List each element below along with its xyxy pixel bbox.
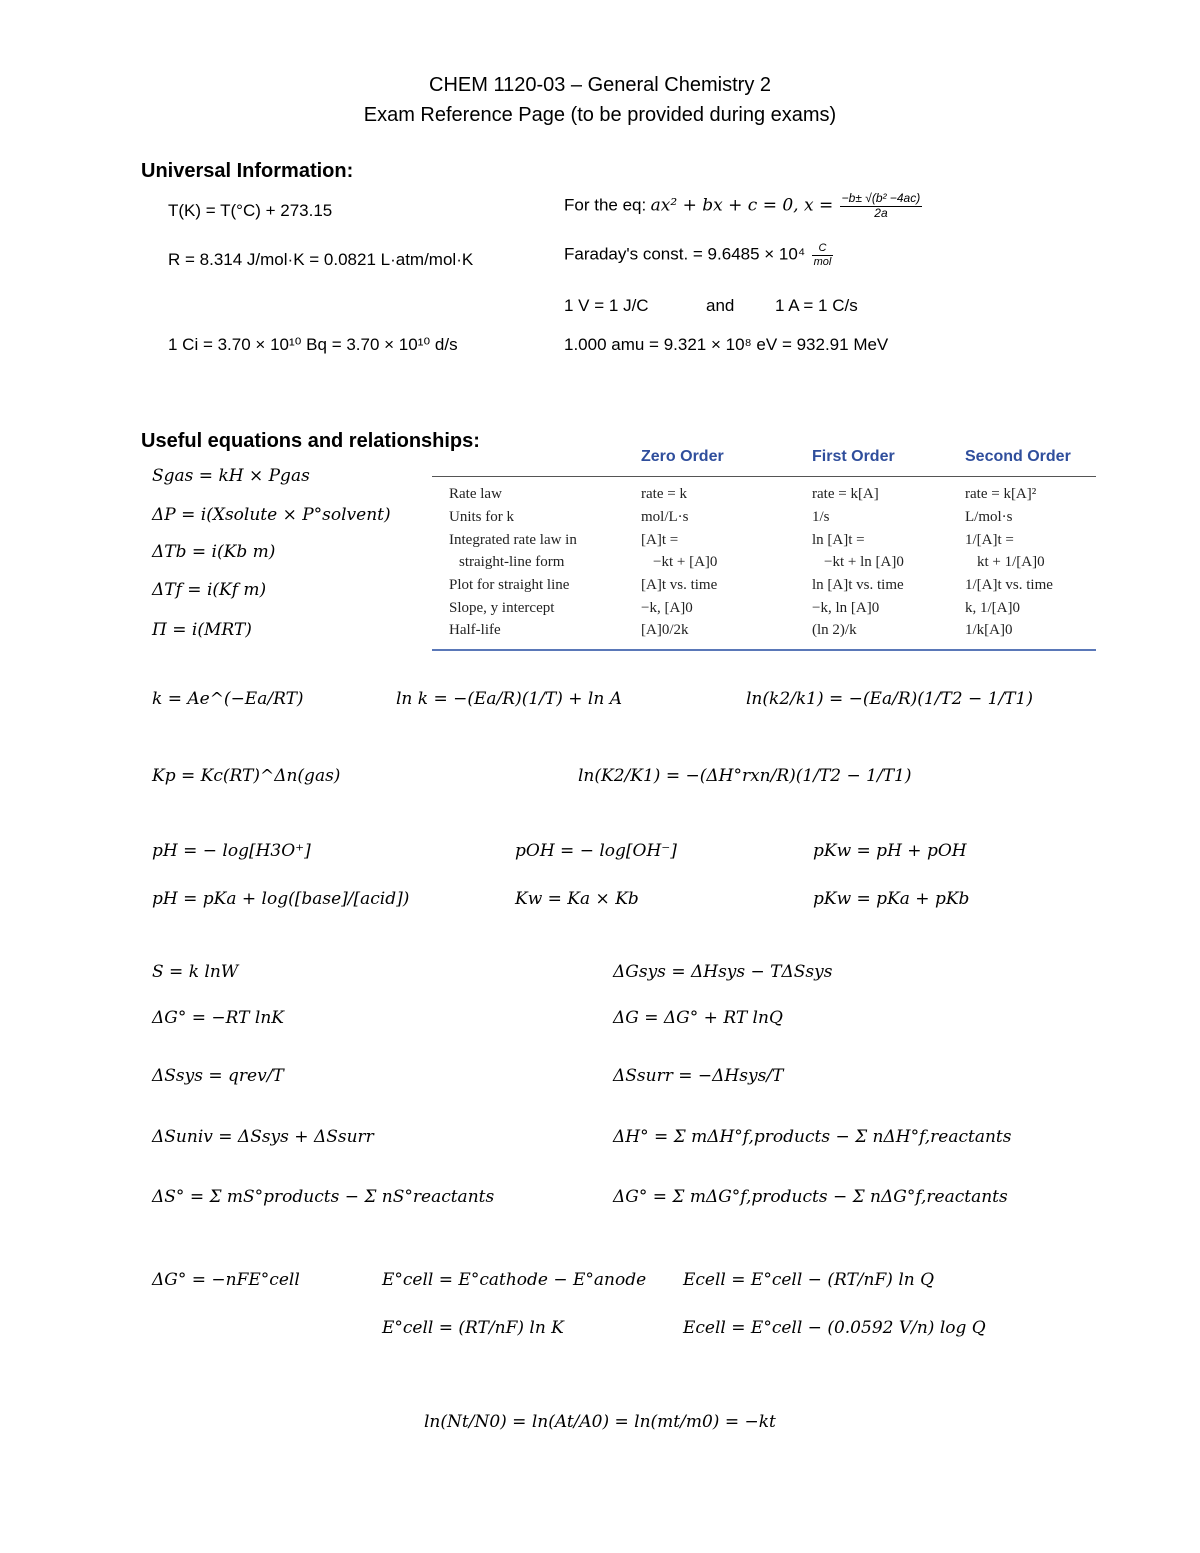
quadratic-numerator: −b± √(b² −4ac) <box>841 191 921 205</box>
first-order-cell: 1/s <box>812 509 830 525</box>
pkw-ph-poh: pKw = pH + pOH <box>813 841 967 861</box>
pkw-pka-pkb: pKw = pKa + pKb <box>813 889 970 909</box>
curie-conversion: 1 Ci = 3.70 × 10¹⁰ Bq = 3.70 × 10¹⁰ d/s <box>168 335 458 354</box>
zero-order-cell: rate = k <box>641 486 687 502</box>
second-order-cell: kt + 1/[A]0 <box>977 554 1045 570</box>
zero-order-cell: [A]0/2k <box>641 622 689 638</box>
row-label: Half-life <box>449 622 501 638</box>
quadratic-fraction <box>840 192 923 221</box>
boltzmann-entropy: S = k lnW <box>152 962 239 982</box>
universal-heading: Universal Information: <box>141 160 354 182</box>
second-order-cell: L/mol·s <box>965 509 1013 525</box>
nernst-log-form: Ecell = E°cell − (0.0592 V/n) log Q <box>683 1318 986 1338</box>
vapor-pressure-lowering: ΔP = i(Xsolute × P°solvent) <box>152 505 391 525</box>
kw-ka-kb: Kw = Ka × Kb <box>515 889 639 909</box>
ph-definition: pH = − log[H3O⁺] <box>152 841 311 861</box>
cell-potential-k: E°cell = (RT/nF) ln K <box>382 1318 564 1338</box>
course-title: CHEM 1120-03 – General Chemistry 2 <box>429 74 771 96</box>
second-order-cell: rate = k[A]² <box>965 486 1037 502</box>
first-order-cell: −k, ln [A]0 <box>812 600 880 616</box>
amp-definition: 1 A = 1 C/s <box>775 296 858 315</box>
gibbs-standard-k: ΔG° = −RT lnK <box>152 1008 284 1028</box>
second-order-cell: 1/[A]t = <box>965 532 1014 548</box>
faraday-constant <box>564 242 835 268</box>
zero-order-cell: [A]t = <box>641 532 679 548</box>
first-order-cell: rate = k[A] <box>812 486 879 502</box>
entropy-system: ΔSsys = qrev/T <box>152 1066 284 1086</box>
header-second-order: Second Order <box>965 448 1071 465</box>
gibbs-system: ΔGsys = ΔHsys − TΔSsys <box>613 962 833 982</box>
radioactive-decay: ln(Nt/N0) = ln(At/A0) = ln(mt/m0) = −kt <box>424 1412 776 1432</box>
quadratic-equation: ax² + bx + c = 0, x = <box>650 195 834 216</box>
faraday-unit-den: mol <box>813 255 832 268</box>
cell-potential: E°cell = E°cathode − E°anode <box>382 1270 647 1290</box>
quadratic-prefix: For the eq: <box>564 195 647 215</box>
second-order-cell: k, 1/[A]0 <box>965 600 1020 616</box>
gibbs-reaction: ΔG° = Σ mΔG°f,products − Σ nΔG°f,reactants <box>613 1187 1008 1207</box>
entropy-universe: ΔSuniv = ΔSsys + ΔSsurr <box>152 1127 374 1147</box>
row-label: Plot for straight line <box>449 577 570 593</box>
enthalpy-reaction: ΔH° = Σ mΔH°f,products − Σ nΔH°f,reactants <box>613 1127 1012 1147</box>
row-label: Slope, y intercept <box>449 600 555 616</box>
zero-order-cell: mol/L·s <box>641 509 689 525</box>
second-order-cell: 1/k[A]0 <box>965 622 1013 638</box>
header-first-order: First Order <box>812 448 895 465</box>
faraday-text: Faraday's const. = 9.6485 × 10⁴ <box>564 244 806 264</box>
first-order-cell: −kt + ln [A]0 <box>824 554 904 570</box>
nernst-equation: Ecell = E°cell − (RT/nF) ln Q <box>683 1270 935 1290</box>
osmotic-pressure: Π = i(MRT) <box>152 620 252 640</box>
gibbs-q: ΔG = ΔG° + RT lnQ <box>613 1008 783 1028</box>
entropy-reaction: ΔS° = Σ mS°products − Σ nS°reactants <box>152 1187 495 1207</box>
arrhenius-ln-form: ln k = −(Ea/R)(1/T) + ln A <box>396 689 622 709</box>
kp-kc-relation: Kp = Kc(RT)^Δn(gas) <box>152 766 341 786</box>
row-label: Units for k <box>449 509 514 525</box>
table-bottom-rule <box>432 649 1096 651</box>
faraday-unit-num: C <box>812 242 834 256</box>
zero-order-cell: −kt + [A]0 <box>653 554 718 570</box>
page-subtitle: Exam Reference Page (to be provided during exams) <box>363 104 837 126</box>
quadratic-denominator: 2a <box>874 205 888 220</box>
temperature-conversion: T(K) = T(°C) + 273.15 <box>168 201 333 220</box>
and-text: and <box>706 296 735 315</box>
entropy-surroundings: ΔSsurr = −ΔHsys/T <box>613 1066 784 1086</box>
row-label: Rate law <box>449 486 502 502</box>
first-order-cell: ln [A]t = <box>812 532 865 548</box>
first-order-cell: (ln 2)/k <box>812 622 857 638</box>
gibbs-cell: ΔG° = −nFE°cell <box>152 1270 300 1290</box>
row-label: Integrated rate law in <box>449 532 577 548</box>
arrhenius-two-point: ln(k2/k1) = −(Ea/R)(1/T2 − 1/T1) <box>746 689 1033 709</box>
row-label: straight-line form <box>459 554 565 570</box>
freezing-point-depression: ΔTf = i(Kf m) <box>152 580 267 600</box>
poh-definition: pOH = − log[OH⁻] <box>515 841 677 861</box>
henderson-hasselbalch: pH = pKa + log([base]/[acid]) <box>152 889 410 909</box>
faraday-unit <box>812 242 834 268</box>
zero-order-cell: [A]t vs. time <box>641 577 718 593</box>
zero-order-cell: −k, [A]0 <box>641 600 693 616</box>
useful-heading: Useful equations and relationships: <box>141 430 480 452</box>
vant-hoff-equation: ln(K2/K1) = −(ΔH°rxn/R)(1/T2 − 1/T1) <box>578 766 912 786</box>
amu-conversion: 1.000 amu = 9.321 × 10⁸ eV = 932.91 MeV <box>564 335 889 354</box>
boiling-point-elevation: ΔTb = i(Kb m) <box>152 542 276 562</box>
table-top-rule <box>432 476 1096 477</box>
first-order-cell: ln [A]t vs. time <box>812 577 904 593</box>
second-order-cell: 1/[A]t vs. time <box>965 577 1053 593</box>
header-zero-order: Zero Order <box>641 448 724 465</box>
arrhenius-equation: k = Ae^(−Ea/RT) <box>152 689 304 709</box>
volt-definition: 1 V = 1 J/C <box>564 296 649 315</box>
gas-constant: R = 8.314 J/mol·K = 0.0821 L·atm/mol·K <box>168 250 474 269</box>
henry-law: Sgas = kH × Pgas <box>152 466 310 486</box>
quadratic-formula <box>564 192 924 221</box>
